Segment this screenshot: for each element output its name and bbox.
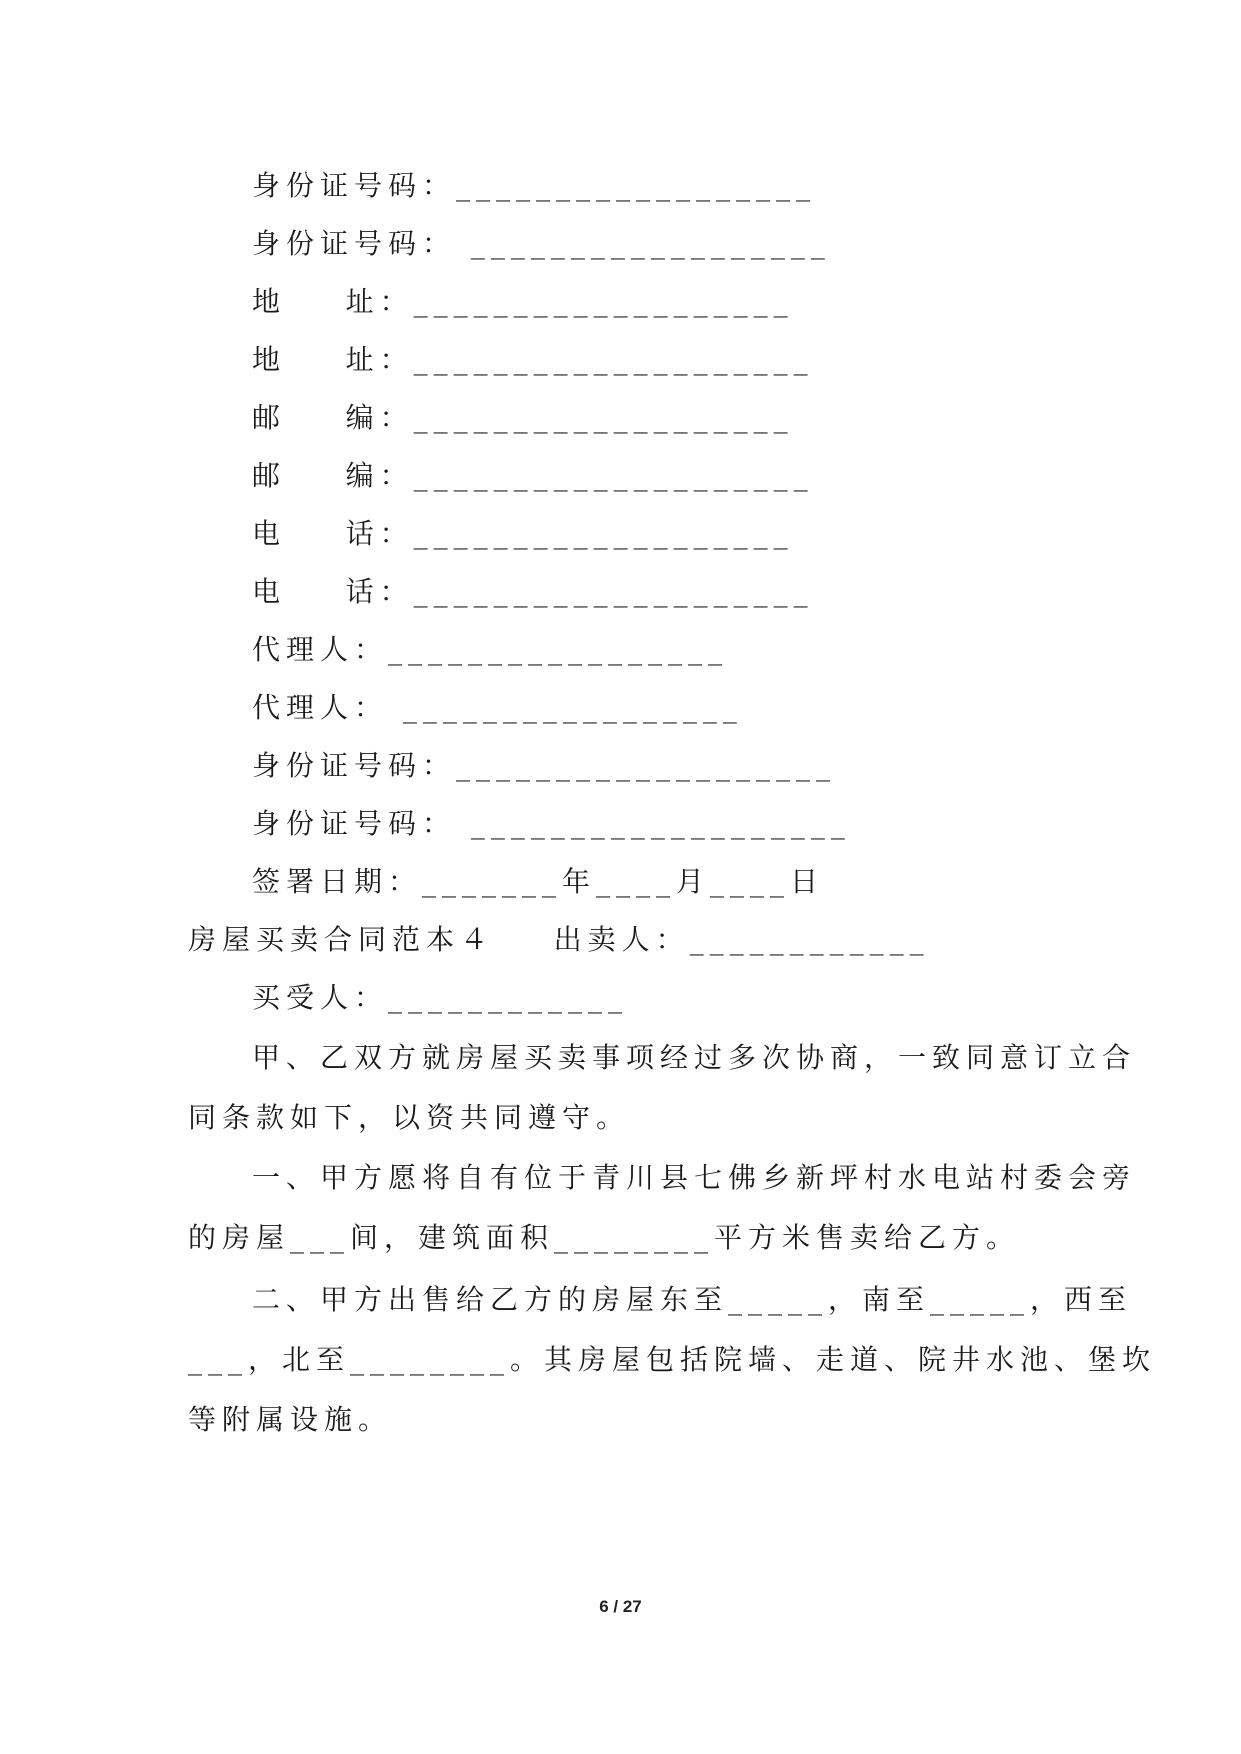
- paragraph-line: 的房屋___间，建筑面积________平方米售卖给乙方。: [188, 1221, 1021, 1254]
- paragraph-line: 二、甲方出售给乙方的房屋东至_____，南至_____，西至: [252, 1283, 1133, 1316]
- id-number-line: 身份证号码：__________________: [252, 169, 817, 202]
- agent-line: 代理人：_________________: [252, 633, 729, 666]
- id-number-line: 身份证号码：___________________: [252, 749, 837, 782]
- address-line: 地 址：___________________: [252, 285, 794, 318]
- phone-line: 电 话：___________________: [252, 517, 794, 550]
- paragraph-line: 甲、乙双方就房屋买卖事项经过多次协商，一致同意订立合: [252, 1041, 1137, 1074]
- postcode-line: 邮 编：___________________: [252, 401, 794, 434]
- buyer-line: 买受人：____________: [252, 981, 629, 1014]
- id-number-line: 身份证号码： __________________: [252, 227, 831, 260]
- agent-line: 代理人： _________________: [252, 691, 743, 724]
- paragraph-line: ___，北至________。其房屋包括院墙、走道、院井水池、堡坎: [188, 1343, 1157, 1376]
- page-number: 6 / 27: [599, 1597, 642, 1616]
- section-heading-seller-line: 房屋买卖合同范本４ 出卖人：____________: [188, 923, 930, 956]
- paragraph-line: 等附属设施。: [188, 1403, 393, 1436]
- paragraph-line: 同条款如下，以资共同遵守。: [188, 1101, 631, 1134]
- signing-date-line: 签署日期：_______年____月____日: [252, 865, 825, 898]
- address-line: 地 址：____________________: [252, 343, 814, 376]
- paragraph-line: 一、甲方愿将自有位于青川县七佛乡新坪村水电站村委会旁: [252, 1161, 1137, 1194]
- phone-line: 电 话：____________________: [252, 575, 814, 608]
- postcode-line: 邮 编：____________________: [252, 459, 814, 492]
- id-number-line: 身份证号码： ___________________: [252, 807, 851, 840]
